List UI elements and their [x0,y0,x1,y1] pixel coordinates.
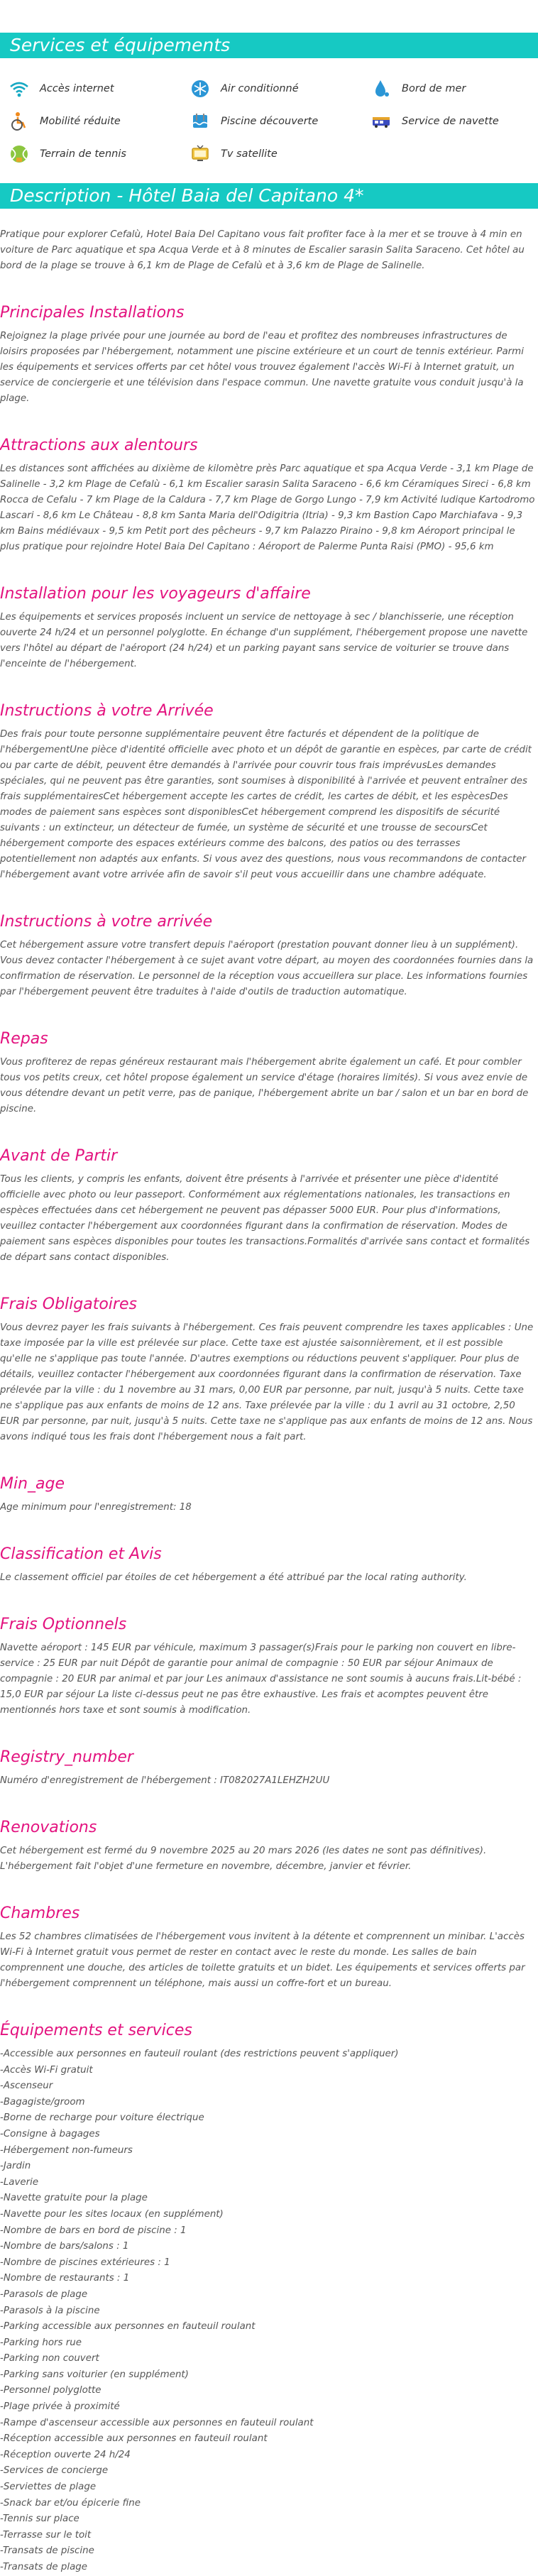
list-item: -Parasols de plage [0,2289,88,2300]
section [0,1819,538,1875]
equipment-list [0,2046,538,2576]
section-title: Attractions aux alentours [0,437,198,454]
wheelchair-icon [9,111,30,132]
list-item: -Personnel polyglotte [0,2385,101,2396]
list-item: -Ascenseur [0,2081,53,2092]
list-item: -Serviettes de plage [0,2482,97,2493]
list-item: -Consigne à bagages [0,2128,100,2139]
amenities-grid [0,58,538,183]
section-text: Cet hébergement est fermé du 9 novembre 2025 au 20 mars 2026 (les dates ne sont pas définitives). L'hébergement fait l'objet d'une fermeture en novembre, décembre, janvier et février. [0,1846,487,1872]
section-text: Tous les clients, y compris les enfants, doivent être présents à l'arrivée et présenter une pièce d'identité officielle avec photo ou leur passeport. Conformément aux réglementations nationales, les transactions en espèces effectuées dans cet hébergement ne peuvent pas dépasser 5000 EUR. Pour plus d'informations, veuillez contacter l'hébergement aux coordonnées figurant dans la confirmation de réservation. Modes de paiement sans espèces disponibles pour toutes les transactions.Formalités d'arrivée sans contact et formalités de départ sans contact disponibles. [0,1174,530,1263]
list-item: -Snack bar et/ou épicerie fine [0,2497,141,2509]
section [0,1748,538,1789]
section [0,437,538,555]
equipment-section [0,2022,538,2576]
list-item: -Nombre de restaurants : 1 [0,2273,130,2284]
section [0,1295,538,1445]
shuttle-icon [370,111,392,132]
list-item: -Réception ouverte 24 h/24 [0,2449,131,2460]
section [0,1147,538,1266]
section-title: Classification et Avis [0,1545,162,1563]
section-text: Age minimum pour l'enregistrement: 18 [0,1502,192,1513]
list-item: -Nombre de bars en bord de piscine : 1 [0,2225,187,2236]
list-item: -Nombre de piscines extérieures : 1 [0,2257,170,2268]
amenity-label: Mobilité réduite [40,116,121,127]
list-item: -Borne de recharge pour voiture électrique [0,2112,204,2124]
list-item: -Laverie [0,2176,39,2188]
amenity-label: Tv satellite [221,148,278,160]
section-text: Vous profiterez de repas généreux restaurant mais l'hébergement abrite également un café. Et pour combler tous vos petits creux, cet hôtel propose également un service d'étage (horaires limités). Si vous avez envie de vous détendre devant un petit verre, pas de panique, l'hébergement abrite un bar / salon et un bar en bord de piscine. [0,1057,529,1114]
list-item: -Nombre de bars/salons : 1 [0,2241,129,2252]
section [0,1030,538,1117]
list-item: -Accessible aux personnes en fauteuil roulant (des restrictions peuvent s'appliquer) [0,2049,399,2059]
section [0,913,538,1000]
list-item: -Navette pour les sites locaux (en supplément) [0,2208,224,2220]
wifi-icon [9,78,30,99]
list-item: -Réception accessible aux personnes en fauteuil roulant [0,2433,268,2445]
section-text: Les équipements et services proposés incluent un service de nettoyage à sec / blanchisserie, une réception ouverte 24 h/24 et un personnel polyglotte. En échange d'un supplément, l'hébergement propose une navette vers l'hôtel au départ de l'aéroport (24 h/24) et un parking payant sans service de voiturier se trouve dans l'enceinte de l'hébergement. [0,612,528,669]
list-item: -Services de concierge [0,2465,109,2477]
amenity-item [362,109,538,133]
description-intro: Pratique pour explorer Cefalù, Hotel Baia Del Capitano vous fait profiter face à la mer et se trouve à 4 min en voiture de Parc aquatique et spa Acqua Verde et à 8 minutes de Escalier sarasin Salita Saraceno. Cet hôtel au bord de la plage se trouve à 6,1 km de Plage de Cefalù et à 3,6 km de Plage de Salinelle. [0,229,525,271]
list-item: -Rampe d'ascenseur accessible aux personnes en fauteuil roulant [0,2417,314,2428]
list-item: -Accès Wi-Fi gratuit [0,2064,93,2076]
section [0,1904,538,1992]
list-item: -Tennis sur place [0,2514,79,2525]
section-title: Instructions à votre arrivée [0,913,213,931]
section-text: Cet hébergement assure votre transfert depuis l'aéroport (prestation pouvant donner lieu à un supplément). Vous devez contacter l'hébergement à ce sujet avant votre départ, au moyen des coordonnées fournies dans la confirmation de réservation. Le personnel de la réception vous accueillera sur place. Les informations fournies par l'hébergement peuvent être traduites à l'aide d'outils de traduction automatique. [0,940,534,997]
list-item: -Parking accessible aux personnes en fauteuil roulant [0,2321,256,2333]
section [0,585,538,672]
amenity-label: Air conditionné [221,83,299,94]
amenity-item [181,142,362,166]
amenity-label: Bord de mer [402,83,466,94]
list-item: -Parking non couvert [0,2353,99,2364]
section-text: Des frais pour toute personne supplémentaire peuvent être facturés et dépendent de la politique de l'hébergementUne pièce d'identité officielle avec photo et un dépôt de garantie en espèces, par carte de crédit ou par carte de débit, peuvent être demandés à l'arrivée pour couvrir tous frais imprévusLes demandes spéciales, qui ne peuvent pas être garanties, sont soumises à disponibilité à l'arrivée et peuvent entraîner des frais supplémentairesCet hébergement accepte les cartes de crédit, les cartes de débit, et les espècesDes modes de paiement sans espèces sont disponiblesCet hébergement comprend les dispositifs de sécurité suivants : un extincteur, un détecteur de fumée, un système de sécurité et une trousse de secoursCet hébergement comporte des espaces extérieurs comme des balcons, des patios ou des terrasses potentiellement non adaptés aux enfants. Si vous avez des questions, nous vous recommandons de contacter l'hébergement avant votre arrivée afin de savoir s'il peut vous accueillir dans une chambre adéquate. [0,729,532,880]
section-title: Chambres [0,1904,80,1922]
section-title: Frais Optionnels [0,1616,127,1633]
section-title: Renovations [0,1819,97,1836]
section [0,1616,538,1719]
list-item: -Parking hors rue [0,2337,82,2348]
section-title: Registry_number [0,1748,133,1766]
list-item: -Terrasse sur le toit [0,2529,92,2541]
list-item: -Hébergement non-fumeurs [0,2144,133,2156]
water-drop-icon [370,78,392,99]
amenity-label: Service de navette [402,116,499,127]
list-item: -Transats de plage [0,2562,88,2572]
section-text: Les 52 chambres climatisées de l'hébergement vous invitent à la détente et comprennent un minibar. L'accès Wi-Fi à Internet gratuit vous permet de rester en contact avec le reste du monde. Les salles de bain comprennent une douche, des articles de toilette gratuits et un bidet. Les équipements et services offerts par l'hébergement comprennent un téléphone, mais aussi un coffre-fort et un bureau. [0,1931,525,1989]
section-text: Les distances sont affichées au dixième de kilomètre près Parc aquatique et spa Acqua Verde - 3,1 km Plage de Salinelle - 3,2 km Plage de Cefalù - 6,1 km Escalier sarasin Salita Saraceno - 6,6 km Céramiques Sireci - 6,8 km Rocca de Cefalu - 7 km Plage de la Caldura - 7,7 km Plage de Gorgo Lungo - 7,9 km Activité ludique Kartodromo Lascari - 8,6 km Le Château - 8,8 km Santa Maria dell'Odigitria (Itria) - 9,3 km Bastion Capo Marchiafava - 9,3 km Bains médiévaux - 9,5 km Petit port des pêcheurs - 9,7 km Palazzo Piraino - 9,8 km Aéroport principal le plus pratique pour rejoindre Hotel Baia Del Capitano : Aéroport de Palerme Punta Raisi (PMO) - 95,6 km [0,464,535,552]
list-item: -Bagagiste/groom [0,2096,85,2108]
amenity-item [181,109,362,133]
amenity-item [0,142,181,166]
list-item: -Parasols à la piscine [0,2305,100,2316]
section-text: Numéro d'enregistrement de l'hébergement : IT082027A1LEHZH2UU [0,1775,330,1786]
section-title: Installation pour les voyageurs d'affaire [0,585,311,603]
list-item: -Parking sans voiturier (en supplément) [0,2369,189,2380]
snowflake-icon [190,78,211,99]
section [0,1545,538,1586]
equipment-title: Équipements et services [0,2022,192,2039]
section-title: Frais Obligatoires [0,1295,137,1313]
section-text: Vous devrez payer les frais suivants à l'hébergement. Ces frais peuvent comprendre les taxes applicables : Une taxe imposée par la ville est prélevée sur place. Cette taxe est ajustée saisonnièrement, et il est possible qu'elle ne s'applique pas toute l'année. D'autres exemptions ou réductions peuvent s'appliquer. Pour plus de détails, veuillez contacter l'hébergement aux coordonnées figurant dans la confirmation de réservation. Taxe prélevée par la ville : du 1 novembre au 31 mars, 0,00 EUR par personne, par nuit, jusqu'à 5 nuits. Cette taxe ne s'applique pas aux enfants de moins de 12 ans. Taxe prélevée par la ville : du 1 avril au 31 octobre, 2,50 EUR par personne, par nuit, jusqu'à 5 nuits. Cette taxe ne s'applique pas aux enfants de moins de 12 ans. Nous avons indiqué tous les frais dont l'hébergement nous a fait part. [0,1322,534,1442]
section-text: Rejoignez la plage privée pour une journée au bord de l'eau et profitez des nombreuses infrastructures de loisirs proposées par l'hébergement, notamment une piscine extérieure et un court de tennis extérieur. Parmi les équipements et services offerts par cet hôtel vous trouvez également l'accès Wi-Fi à Internet gratuit, un service de conciergerie et une télévision dans l'espace commun. Une navette gratuite vous conduit jusqu'à la plage. [0,331,524,404]
amenity-label: Piscine découverte [221,116,319,127]
section-text: Navette aéroport : 145 EUR par véhicule, maximum 3 passager(s)Frais pour le parking non couvert en libre-service : 25 EUR par nuit Dépôt de garantie pour animal de compagnie : 50 EUR par séjour Animaux de compagnie : 20 EUR par animal et par jour Les animaux d'assistance ne sont soumis à aucuns frais.Lit-bébé : 15,0 EUR par séjour La liste ci-dessus peut ne pas être exhaustive. Les frais et acomptes peuvent être mentionnés hors taxe et sont soumis à modification. [0,1643,522,1716]
list-item: -Plage privée à proximité [0,2401,120,2413]
amenity-label: Accès internet [40,83,114,94]
amenity-label: Terrain de tennis [40,148,126,160]
tennis-icon [9,143,30,165]
section-title: Principales Installations [0,304,185,322]
section [0,1475,538,1516]
section [0,702,538,883]
amenities-title: Services et équipements [0,33,538,58]
section-title: Min_age [0,1475,65,1493]
section-title: Avant de Partir [0,1147,118,1165]
amenity-item [362,77,538,101]
pool-icon [190,111,211,132]
page [0,33,538,2576]
section [0,304,538,407]
amenity-item [181,77,362,101]
list-item: -Jardin [0,2161,31,2172]
section-text: Le classement officiel par étoiles de cet hébergement a été attribué par the local rating authority. [0,1572,467,1583]
list-item: -Transats de piscine [0,2545,94,2557]
sections [0,304,538,1992]
amenity-item [0,77,181,101]
description-title: Description - Hôtel Baia del Capitano 4* [0,183,538,209]
amenity-item [0,109,181,133]
section-title: Repas [0,1030,48,1048]
section-title: Instructions à votre Arrivée [0,702,214,720]
list-item: -Navette gratuite pour la plage [0,2193,148,2204]
tv-icon [190,143,211,165]
